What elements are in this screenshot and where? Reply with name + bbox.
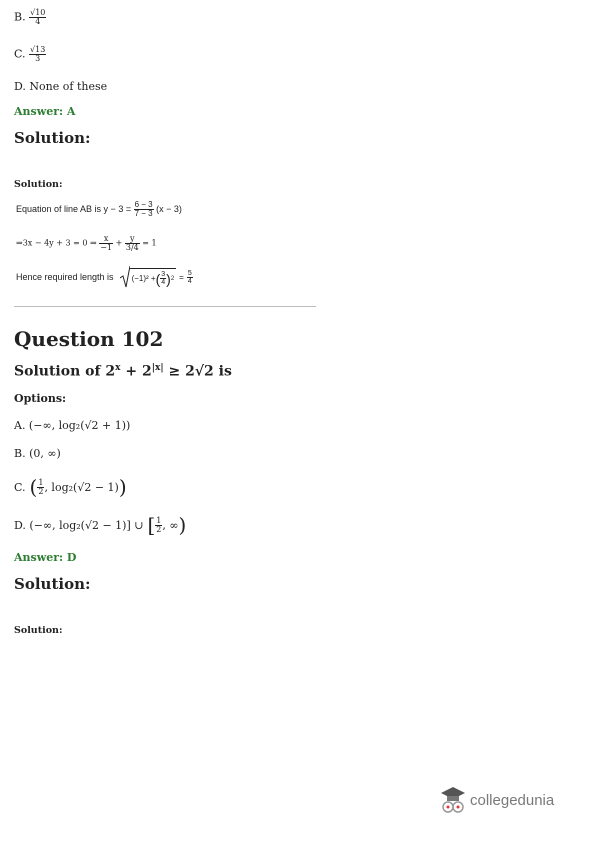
graduation-cap-icon bbox=[440, 785, 466, 815]
option-d: D. (−∞, log₂(√2 − 1)] ∪ [ $\frac{1}{2}$ , ∞ ) bbox=[14, 513, 187, 537]
slope-fraction: $\frac{6 - 3}{7 - 3}$ bbox=[134, 200, 153, 218]
option-b: B. (0, ∞) bbox=[14, 447, 61, 460]
option-b: B. $\frac{√10}{4}$ bbox=[14, 8, 46, 26]
option-a: A. (−∞, log₂(√2 + 1)) bbox=[14, 419, 131, 432]
option-c: C. ( $\frac{1}{2}$ , log₂(√2 − 1) ) bbox=[14, 475, 127, 499]
brand-name: collegedunia bbox=[470, 791, 555, 809]
solution-subheading: Solution: bbox=[14, 179, 63, 190]
question-text: Solution of $2^x + 2^{|x|} \ge 2√2$ is bbox=[14, 363, 232, 380]
question-divider bbox=[14, 306, 316, 307]
answer-label: Answer: A bbox=[14, 105, 76, 118]
required-length-line: Hence required length is (−1)² + ( $\frac{3}{4}$ ) 2 = $\frac{5}{4}$ bbox=[16, 266, 193, 288]
three-quarters-fraction: $\frac{3}{4}$ bbox=[161, 271, 166, 286]
option-b-fraction: $\frac{√10}{4}$ bbox=[30, 8, 46, 26]
y-intercept-fraction: $\frac{y}{3/4}$ bbox=[125, 234, 139, 252]
option-d: D. None of these bbox=[14, 80, 108, 93]
radical-sign-icon bbox=[120, 266, 130, 288]
square-root-expression: (−1)² + ( $\frac{3}{4}$ ) 2 bbox=[120, 266, 177, 288]
x-intercept-fraction: $\frac{x}{-1}$ bbox=[100, 234, 113, 252]
collegedunia-logo bbox=[440, 785, 554, 815]
question-title: Question 102 bbox=[14, 327, 164, 351]
equation-intercept-form: ⇒3x − 4y + 3 = 0 ⇒ $\frac{x}{-1}$ + $\frac{y}{3/4}$ = 1 bbox=[16, 234, 157, 252]
answer-label: Answer: D bbox=[14, 551, 77, 564]
solution-heading: Solution: bbox=[14, 575, 91, 593]
half-fraction: $\frac{1}{2}$ bbox=[38, 477, 44, 496]
option-c: C. $\frac{√13}{3}$ bbox=[14, 45, 46, 63]
result-fraction: $\frac{5}{4}$ bbox=[187, 269, 192, 285]
options-heading: Options: bbox=[14, 392, 67, 405]
solution-subheading: Solution: bbox=[14, 625, 63, 636]
solution-heading: Solution: bbox=[14, 129, 91, 147]
half-fraction: $\frac{1}{2}$ bbox=[156, 515, 162, 534]
equation-line-ab: Equation of line AB is y − 3 = $\frac{6 - 3}{7 - 3}$ (x − 3) bbox=[16, 200, 182, 218]
option-c-fraction: $\frac{√13}{3}$ bbox=[30, 45, 46, 63]
